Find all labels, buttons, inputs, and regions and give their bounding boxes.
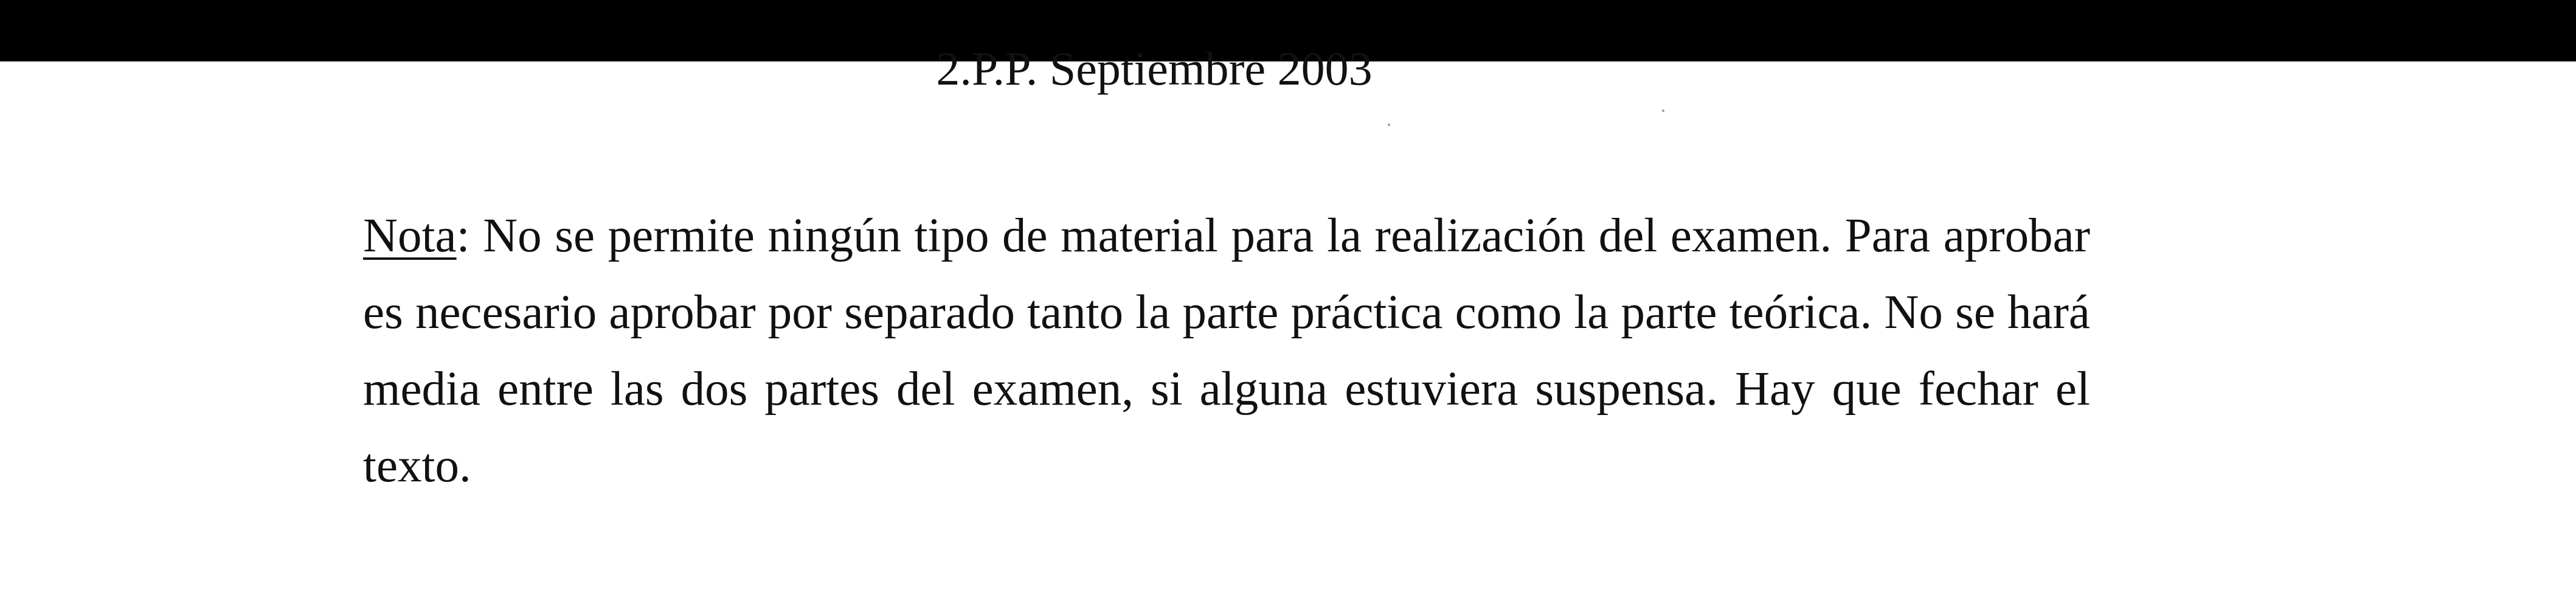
exam-header [0, 35, 2576, 102]
note-label: Nota [363, 209, 457, 262]
exam-note-paragraph [363, 198, 2090, 504]
scan-artifact-dot [1388, 124, 1390, 126]
exam-title: 2.P.P. Septiembre 2003 [936, 42, 1373, 95]
note-separator: : [456, 209, 483, 262]
scan-artifact-dot [1662, 110, 1664, 112]
note-body: No se permite ningún tipo de material para la realización del examen. Para aprobar es necesario aprobar por separado tanto la parte práctica como la parte teórica. No se hará media entre las dos partes del examen, si alguna estuviera suspensa. Hay que fechar el texto. [363, 209, 2090, 492]
